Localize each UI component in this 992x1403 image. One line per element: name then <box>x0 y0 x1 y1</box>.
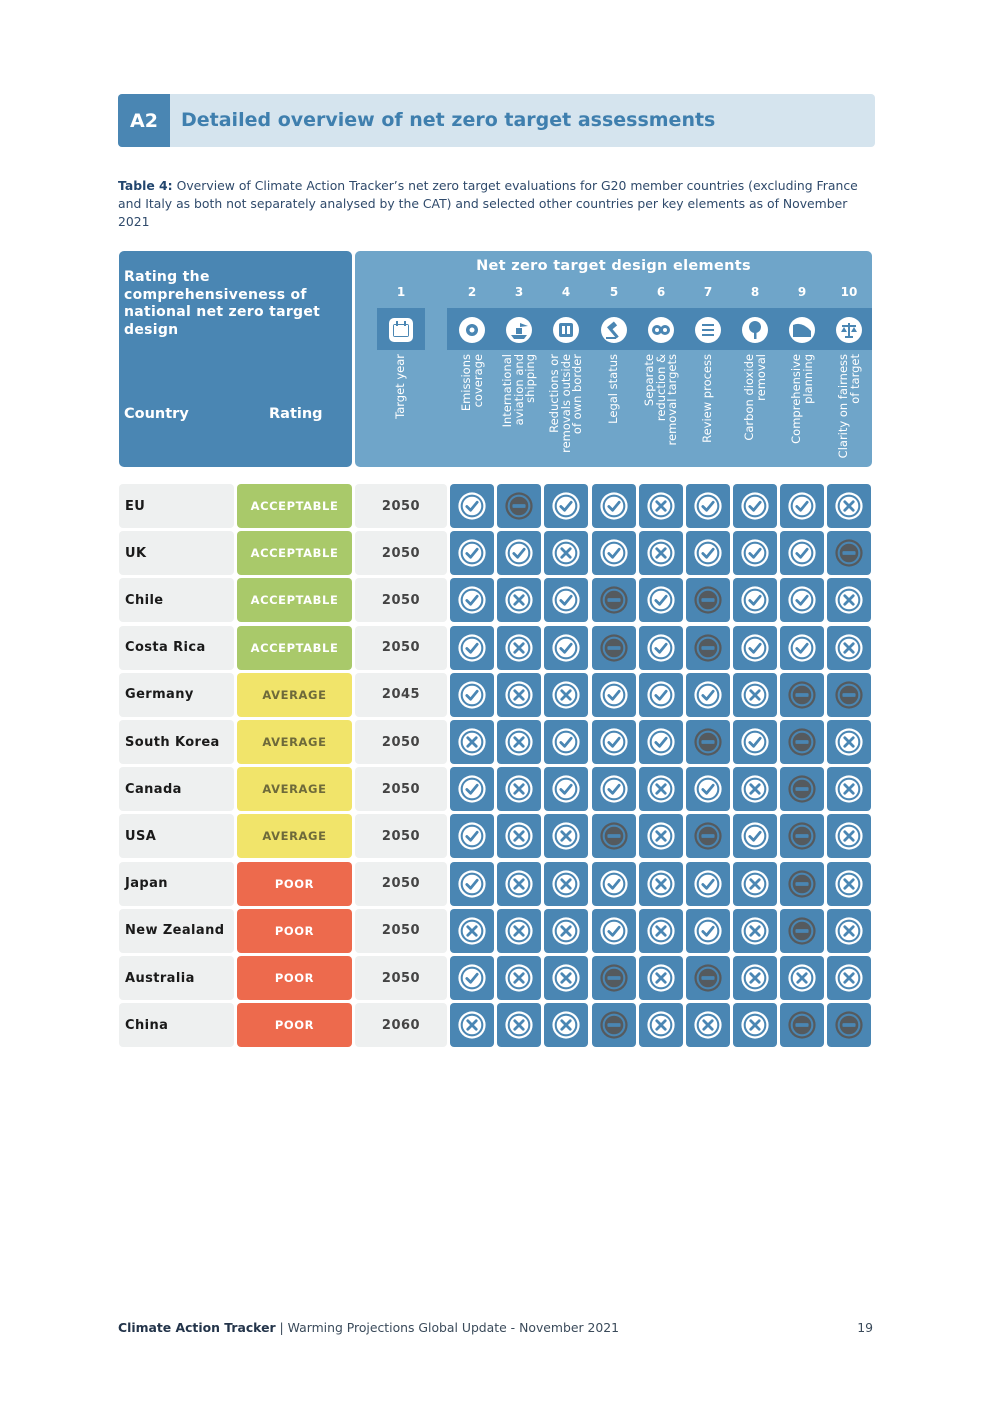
cross-icon <box>551 963 581 993</box>
target-year-cell: 2050 <box>355 767 447 811</box>
element-number: 1 <box>396 285 406 299</box>
target-year-cell: 2050 <box>355 909 447 953</box>
minus-icon <box>834 1010 864 1040</box>
assessment-cell <box>450 1003 494 1047</box>
rating-badge: POOR <box>237 1003 352 1047</box>
tree-icon <box>740 315 770 345</box>
assessment-cell <box>497 814 541 858</box>
element-label: Separate reduction & removal targets <box>641 354 679 446</box>
assessment-cell <box>544 814 588 858</box>
assessment-cell <box>450 956 494 1000</box>
assessment-cell <box>450 814 494 858</box>
cross-icon <box>551 869 581 899</box>
assessment-cell <box>497 909 541 953</box>
cross-icon <box>740 916 770 946</box>
check-icon <box>457 633 487 663</box>
element-number: 3 <box>514 285 524 299</box>
assessment-cell <box>827 862 871 906</box>
assessment-cell <box>544 862 588 906</box>
country-cell: USA <box>119 814 234 858</box>
assessment-cell <box>686 484 730 528</box>
element-label: International aviation and shipping <box>499 354 537 428</box>
cross-icon <box>740 1010 770 1040</box>
assessment-cell <box>733 626 777 670</box>
target-year-cell: 2050 <box>355 862 447 906</box>
minus-icon <box>693 727 723 757</box>
assessment-cell <box>592 531 636 575</box>
section-badge: A2 <box>118 94 170 147</box>
assessment-cell <box>639 578 683 622</box>
assessment-cell <box>497 956 541 1000</box>
assessment-cell <box>733 673 777 717</box>
cross-icon <box>551 821 581 851</box>
assessment-cell <box>450 767 494 811</box>
cross-icon <box>740 680 770 710</box>
assessment-cell <box>827 720 871 764</box>
minus-icon <box>599 963 629 993</box>
assessment-cell <box>733 1003 777 1047</box>
cross-icon <box>504 727 534 757</box>
country-column-header: Country <box>124 406 189 422</box>
assessment-cell <box>497 1003 541 1047</box>
assessment-cell <box>686 626 730 670</box>
assessment-cell <box>497 767 541 811</box>
assessment-cell <box>780 720 824 764</box>
assessment-cell <box>592 909 636 953</box>
cross-icon <box>551 538 581 568</box>
country-cell: UK <box>119 531 234 575</box>
check-icon <box>551 727 581 757</box>
assessment-cell <box>780 909 824 953</box>
element-label: Emissions coverage <box>458 354 484 412</box>
assessment-cell <box>733 531 777 575</box>
check-icon <box>504 538 534 568</box>
assessment-cell <box>592 626 636 670</box>
assessment-cell <box>639 531 683 575</box>
cross-icon <box>834 774 864 804</box>
element-number: 7 <box>703 285 713 299</box>
check-icon <box>740 585 770 615</box>
separate-targets-icon <box>646 315 676 345</box>
assessment-cell <box>686 767 730 811</box>
check-icon <box>646 727 676 757</box>
element-label: Review process <box>700 354 715 443</box>
assessment-cell <box>686 909 730 953</box>
elements-header-title: Net zero target design elements <box>476 258 751 274</box>
emissions-gear-icon <box>457 315 487 345</box>
assessment-cell <box>733 578 777 622</box>
assessment-cell <box>827 626 871 670</box>
assessment-cell <box>780 626 824 670</box>
assessment-cell <box>544 673 588 717</box>
check-icon <box>551 491 581 521</box>
assessment-cell <box>686 1003 730 1047</box>
check-icon <box>646 633 676 663</box>
check-icon <box>740 491 770 521</box>
assessment-cell <box>544 956 588 1000</box>
check-icon <box>457 821 487 851</box>
assessment-cell <box>639 484 683 528</box>
assessment-cell <box>592 956 636 1000</box>
rating-badge: AVERAGE <box>237 814 352 858</box>
assessment-cell <box>544 531 588 575</box>
assessment-cell <box>827 1003 871 1047</box>
ship-plane-icon <box>504 315 534 345</box>
rating-column-header: Rating <box>269 406 323 422</box>
country-cell: Canada <box>119 767 234 811</box>
assessment-cell <box>450 862 494 906</box>
assessment-cell <box>639 956 683 1000</box>
assessment-cell <box>450 578 494 622</box>
check-icon <box>599 680 629 710</box>
check-icon <box>551 585 581 615</box>
element-label: Comprehensive planning <box>788 354 814 444</box>
assessment-cell <box>733 909 777 953</box>
assessment-cell <box>592 673 636 717</box>
country-cell: New Zealand <box>119 909 234 953</box>
country-cell: China <box>119 1003 234 1047</box>
check-icon <box>787 538 817 568</box>
rating-badge: POOR <box>237 909 352 953</box>
assessment-cell <box>497 626 541 670</box>
assessment-cell <box>733 767 777 811</box>
minus-icon <box>599 821 629 851</box>
table-header-left <box>119 251 352 467</box>
cross-icon <box>504 585 534 615</box>
check-icon <box>787 491 817 521</box>
cross-icon <box>504 869 534 899</box>
cross-icon <box>693 1010 723 1040</box>
cross-icon <box>457 727 487 757</box>
rating-badge: POOR <box>237 956 352 1000</box>
assessment-cell <box>544 909 588 953</box>
cross-icon <box>834 633 864 663</box>
country-cell: Japan <box>119 862 234 906</box>
cross-icon <box>646 821 676 851</box>
assessment-cell <box>733 720 777 764</box>
rating-badge: ACCEPTABLE <box>237 531 352 575</box>
assessment-cell <box>827 578 871 622</box>
assessment-cell <box>686 862 730 906</box>
scales-icon <box>834 315 864 345</box>
caption-label: Table 4: <box>118 178 173 193</box>
assessment-cell <box>639 814 683 858</box>
gavel-icon <box>599 315 629 345</box>
assessment-cell <box>592 720 636 764</box>
section-header <box>118 94 875 147</box>
target-year-cell: 2050 <box>355 814 447 858</box>
assessment-cell <box>686 956 730 1000</box>
cross-icon <box>646 963 676 993</box>
assessment-cell <box>827 814 871 858</box>
minus-icon <box>787 774 817 804</box>
assessment-cell <box>592 767 636 811</box>
country-cell: Costa Rica <box>119 626 234 670</box>
check-icon <box>599 727 629 757</box>
cross-icon <box>504 633 534 663</box>
assessment-cell <box>450 673 494 717</box>
cross-icon <box>551 680 581 710</box>
cross-icon <box>551 1010 581 1040</box>
check-icon <box>457 869 487 899</box>
footer-text: | Warming Projections Global Update - November 2021 <box>275 1320 620 1335</box>
cross-icon <box>504 916 534 946</box>
country-cell: Chile <box>119 578 234 622</box>
element-number: 4 <box>561 285 571 299</box>
assessment-cell <box>780 814 824 858</box>
cross-icon <box>646 538 676 568</box>
cross-icon <box>504 821 534 851</box>
rating-badge: ACCEPTABLE <box>237 484 352 528</box>
rating-badge: ACCEPTABLE <box>237 626 352 670</box>
minus-icon <box>599 633 629 663</box>
check-icon <box>646 680 676 710</box>
minus-icon <box>599 585 629 615</box>
element-number: 10 <box>840 285 858 299</box>
rating-badge: AVERAGE <box>237 720 352 764</box>
assessment-cell <box>450 909 494 953</box>
cross-icon <box>646 774 676 804</box>
minus-icon <box>504 491 534 521</box>
assessment-cell <box>733 956 777 1000</box>
section-title: Detailed overview of net zero target assessments <box>181 109 716 131</box>
assessment-cell <box>780 673 824 717</box>
check-icon <box>740 538 770 568</box>
cross-icon <box>457 1010 487 1040</box>
cross-icon <box>787 963 817 993</box>
element-label: Target year <box>393 354 408 419</box>
check-icon <box>740 821 770 851</box>
minus-icon <box>599 1010 629 1040</box>
assessment-cell <box>827 767 871 811</box>
cross-icon <box>740 869 770 899</box>
assessment-cell <box>827 956 871 1000</box>
cross-icon <box>834 491 864 521</box>
page-number: 19 <box>857 1320 873 1335</box>
minus-icon <box>787 680 817 710</box>
footer-brand: Climate Action Tracker <box>118 1320 276 1335</box>
assessment-cell <box>592 862 636 906</box>
rating-header-title: Rating the comprehensiveness of national net zero target design <box>124 269 321 338</box>
check-icon <box>599 538 629 568</box>
check-icon <box>599 774 629 804</box>
assessment-cell <box>780 956 824 1000</box>
assessment-cell <box>686 814 730 858</box>
check-icon <box>693 538 723 568</box>
cross-icon <box>646 1010 676 1040</box>
border-icon <box>551 315 581 345</box>
element-number: 2 <box>467 285 477 299</box>
check-icon <box>740 633 770 663</box>
check-icon <box>457 774 487 804</box>
country-cell: Germany <box>119 673 234 717</box>
cross-icon <box>504 680 534 710</box>
cross-icon <box>740 963 770 993</box>
assessment-cell <box>639 626 683 670</box>
assessment-cell <box>544 720 588 764</box>
assessment-cell <box>497 862 541 906</box>
check-icon <box>457 585 487 615</box>
assessment-cell <box>639 673 683 717</box>
assessment-cell <box>497 531 541 575</box>
cross-icon <box>834 916 864 946</box>
cross-icon <box>504 774 534 804</box>
table-caption <box>118 177 875 231</box>
country-cell: EU <box>119 484 234 528</box>
element-label: Reductions or removals outside of own border <box>546 354 584 453</box>
target-year-cell: 2050 <box>355 720 447 764</box>
assessment-cell <box>544 767 588 811</box>
minus-icon <box>787 916 817 946</box>
cross-icon <box>646 491 676 521</box>
rating-badge: AVERAGE <box>237 673 352 717</box>
check-icon <box>693 869 723 899</box>
assessment-cell <box>592 1003 636 1047</box>
rating-badge: ACCEPTABLE <box>237 578 352 622</box>
check-icon <box>787 633 817 663</box>
assessment-cell <box>544 578 588 622</box>
assessment-cell <box>733 484 777 528</box>
assessment-cell <box>497 673 541 717</box>
assessment-cell <box>780 578 824 622</box>
planning-icon <box>787 315 817 345</box>
assessment-cell <box>450 720 494 764</box>
element-label: Carbon dioxide removal <box>741 354 767 441</box>
target-year-cell: 2050 <box>355 578 447 622</box>
cross-icon <box>504 963 534 993</box>
cross-icon <box>740 774 770 804</box>
cross-icon <box>551 916 581 946</box>
assessment-cell <box>827 673 871 717</box>
check-icon <box>693 774 723 804</box>
assessment-cell <box>592 814 636 858</box>
target-year-cell: 2050 <box>355 626 447 670</box>
element-number: 5 <box>609 285 619 299</box>
assessment-cell <box>592 578 636 622</box>
review-list-icon <box>693 315 723 345</box>
assessment-cell <box>450 484 494 528</box>
assessment-cell <box>592 484 636 528</box>
check-icon <box>599 491 629 521</box>
assessment-cell <box>497 720 541 764</box>
element-label: Clarity on fairness of target <box>835 354 861 459</box>
assessment-cell <box>639 862 683 906</box>
check-icon <box>599 916 629 946</box>
target-year-cell: 2050 <box>355 484 447 528</box>
rating-badge: AVERAGE <box>237 767 352 811</box>
cross-icon <box>834 869 864 899</box>
minus-icon <box>693 585 723 615</box>
target-year-cell: 2060 <box>355 1003 447 1047</box>
check-icon <box>693 680 723 710</box>
minus-icon <box>834 680 864 710</box>
cross-icon <box>646 916 676 946</box>
check-icon <box>551 774 581 804</box>
check-icon <box>457 963 487 993</box>
check-icon <box>646 585 676 615</box>
assessment-cell <box>639 909 683 953</box>
assessment-cell <box>686 531 730 575</box>
caption-text: Overview of Climate Action Tracker’s net zero target evaluations for G20 member countries (excluding France and Italy as both not separately analysed by the CAT) and selected other countries per key elements as of November 2021 <box>118 178 858 229</box>
minus-icon <box>787 727 817 757</box>
assessment-cell <box>639 1003 683 1047</box>
assessment-cell <box>544 1003 588 1047</box>
cross-icon <box>504 1010 534 1040</box>
assessment-cell <box>686 673 730 717</box>
country-cell: South Korea <box>119 720 234 764</box>
assessment-cell <box>780 862 824 906</box>
assessment-cell <box>780 531 824 575</box>
assessment-cell <box>544 484 588 528</box>
check-icon <box>693 491 723 521</box>
minus-icon <box>787 1010 817 1040</box>
assessment-cell <box>450 531 494 575</box>
check-icon <box>740 727 770 757</box>
target-year-cell: 2050 <box>355 956 447 1000</box>
minus-icon <box>834 538 864 568</box>
element-number: 6 <box>656 285 666 299</box>
check-icon <box>551 633 581 663</box>
element-number: 9 <box>797 285 807 299</box>
country-cell: Australia <box>119 956 234 1000</box>
cross-icon <box>646 869 676 899</box>
target-year-cell: 2045 <box>355 673 447 717</box>
minus-icon <box>787 869 817 899</box>
cross-icon <box>457 916 487 946</box>
cross-icon <box>834 585 864 615</box>
footer <box>118 1320 619 1335</box>
assessment-cell <box>544 626 588 670</box>
minus-icon <box>693 963 723 993</box>
cross-icon <box>834 963 864 993</box>
check-icon <box>457 491 487 521</box>
rating-badge: POOR <box>237 862 352 906</box>
calendar-icon <box>386 315 416 345</box>
assessment-cell <box>780 484 824 528</box>
assessment-cell <box>639 720 683 764</box>
table-header-elements <box>355 251 872 467</box>
check-icon <box>457 680 487 710</box>
assessment-cell <box>639 767 683 811</box>
check-icon <box>599 869 629 899</box>
cross-icon <box>834 727 864 757</box>
assessment-cell <box>733 814 777 858</box>
assessment-cell <box>686 720 730 764</box>
cross-icon <box>834 821 864 851</box>
assessment-cell <box>450 626 494 670</box>
assessment-cell <box>780 1003 824 1047</box>
assessment-cell <box>497 578 541 622</box>
element-label: Legal status <box>606 354 621 424</box>
check-icon <box>693 916 723 946</box>
assessment-cell <box>827 909 871 953</box>
assessment-cell <box>733 862 777 906</box>
assessment-cell <box>686 578 730 622</box>
minus-icon <box>693 821 723 851</box>
assessment-cell <box>780 767 824 811</box>
assessment-cell <box>827 531 871 575</box>
check-icon <box>787 585 817 615</box>
minus-icon <box>693 633 723 663</box>
minus-icon <box>787 821 817 851</box>
check-icon <box>457 538 487 568</box>
target-year-cell: 2050 <box>355 531 447 575</box>
assessment-cell <box>827 484 871 528</box>
assessment-cell <box>497 484 541 528</box>
element-number: 8 <box>750 285 760 299</box>
